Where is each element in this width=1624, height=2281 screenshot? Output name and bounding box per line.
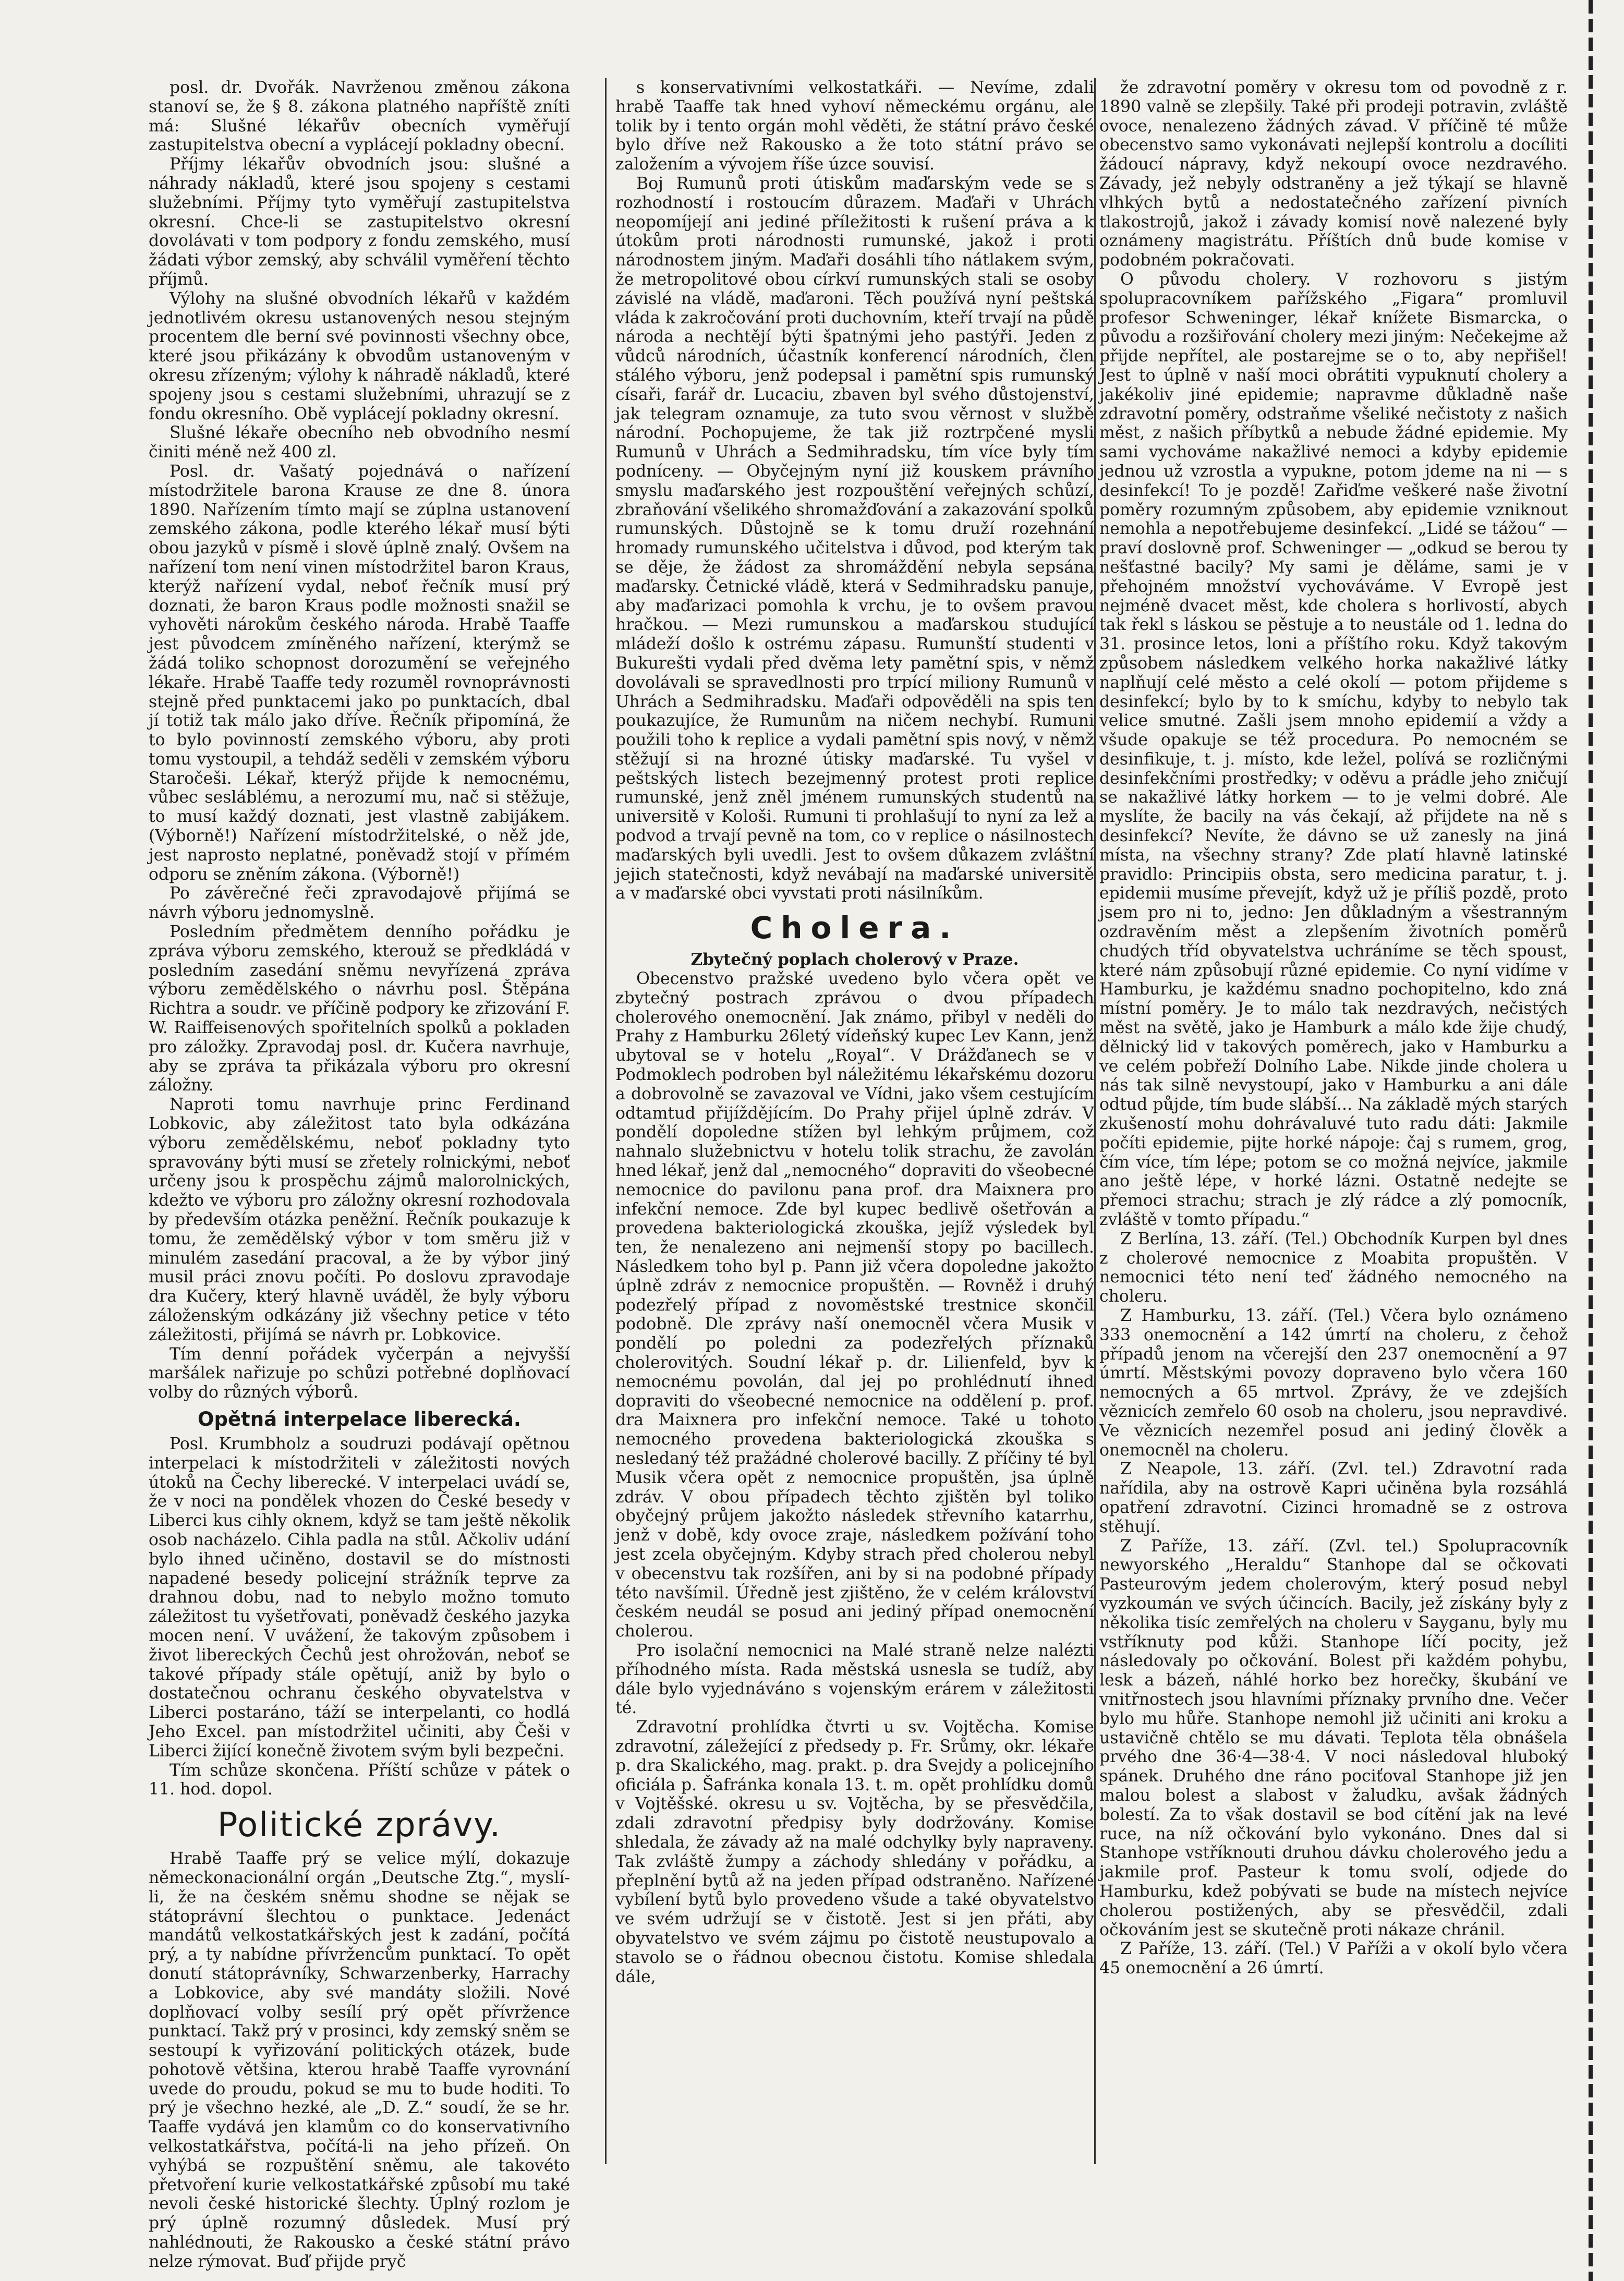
column-divider	[1094, 78, 1096, 2164]
column-1	[149, 78, 570, 2271]
article-paragraph: Pro isolační nemocnici na Malé straně nelze nalézti příhodného místa. Rada městská usnesla se tudíž, aby dále bylo vyjednáváno s vojenským erárem v záležitosti té.	[615, 1641, 1094, 1718]
article-paragraph: Obecenstvo pražské uvedeno bylo včera opět ve zbytečný postrach zprávou o dvou případech cholerového onemocnění. Jak známo, přibyl v neděli do Prahy z Hamburku 26letý vídeňský kupec Lev Kann, jenž ubytoval se v hotelu „Royal“. V Drážďanech se v Podmoklech podroben byl náležitému lékařskému dozoru a dobrovolně se zavazoval ve Vídni, jako všem cestujícím odtamtud přijíždějícím. Do Prahy přijel úplně zdráv. V pondělí dopoledne stížen byl lehkým průjmem, což nahnalo služebnictvu v hotelu tolik strachu, že zavolán hned lékař, jenž dal „nemocného“ dopraviti do všeobecné nemocnice do pavilonu pana prof. dra Maixnera pro infekční nemoce. Zde byl kupec bedlivě ošetřován a provedena bakteriologická zkouška, jejíž výsledek byl ten, že nenalezeno ani nejmenší stopy po bacillech. Následkem toho byl p. Pann již včera dopoledne jakožto úplně zdráv z nemocnice propuštěn. — Rovněž i druhý podezřelý případ z novoměstské trestnice skončil podobně. Dle zprávy naší onemocněl včera Musik v pondělí po poledni za podezřelých příznaků cholerovitých. Soudní lékař p. dr. Lilienfeld, byv k nemocnému povolán, dal jej po prohlédnutí ihned dopraviti do všeobecné nemocnice na oddělení p. prof. dra Maixnera pro infekční nemoce. Také u tohoto nemocného provedena bakteriologická zkouška s nesledaný též pražádné cholerové bacilly. Z příčiny té byl Musik včera opět z nemocnice propuštěn, jsa úplně zdráv. V obou případech těchto zjištěn byl toliko obyčejný průjem jakožto následek střevního katarrhu, jenž v době, kdy ovoce zraje, následkem požívání toho jest zcela obyčejným. Kdyby strach před cholerou nebyl v obecenstvu tak rozšířen, ani by si na podobné případy této navšímil. Úředně jest zjištěno, že v celém království českém neudál se posud ani jediný případ onemocnění cholerou.	[615, 969, 1094, 1641]
article-paragraph: že zdravotní poměry v okresu tom od povodně z r. 1890 valně se zlepšily. Také při prodeji potravin, zvláště ovoce, nenalezeno žádných závad. V příčině té může obecenstvo samo vykonávati nejlepší kontrolu a docíliti žádoucí nápravy, když nekoupí ovoce nezdravého. Závady, jež nebyly odstraněny a jež týkají se hlavně vlhkých bytů a nedostatečného zařízení pivních tlakostrojů, jakož i závady komisí nově nalezené byly oznámeny magistrátu. Příštích dnů bude komise v podobném pokračovati.	[1099, 78, 1568, 270]
article-paragraph: Boj Rumunů proti útiskům maďarským vede se s rozhodností i rostoucím důrazem. Maďaři v Uhrách neopomíjejí ani jediné příležitosti k rušení práva a k útokům proti národnosti rumunské, jakož i proti národnostem jiným. Maďaři dosáhli tího nátlakem svým, že metropolitové obou církví rumunských stali se osoby závislé na vládě, maďaroni. Těch používá nyní peštská vláda k zakročování proti duchovním, kteří trvají na půdě národa a nechtějí býti špatnými jeho pastýři. Jeden z vůdců národních, účastník konferencí národních, člen stálého výboru, jenž podepsal i pamětní spis rumunský císaři, farář dr. Lucaciu, zbaven byl svého důstojenství, jak telegram oznamuje, za tuto svou věrnost v službě národní. Pochopujeme, že tak již roztrpčené mysli Rumunů v Uhrách a Sedmihradsku, tím více byly tím podníceny. — Obyčejným nyní již kouskem právního smyslu maďarského jest rozpouštění veřejných schůzí, zbraňování všelikého shromažďování a zakazování spolků rumunských. Důstojně se k tomu druží rozehnání hromady rumunského učitelstva i důvod, pod kterým tak se děje, že žádost za shromáždění nebyla sepsána maďarsky. Četnické vládě, která v Sedmihradsku panuje, aby maďarizaci pomohla k vrchu, je to ovšem pravou hračkou. — Mezi rumunskou a maďarskou studující mládeží došlo k ostrému zápasu. Rumunští studenti v Bukurešti vydali před dvěma lety pamětní spis, v němž dovolávali se spravedlnosti pro trpící miliony Rumunů v Uhrách a Sedmihradsku. Maďaři odpověděli na spis ten poukazujíce, že Rumunům na ničem nechybí. Rumuni použili toho k replice a vydali pamětní spis nový, v němž stěžují si na hrozné útisky maďarské. Tu vyšel v peštských listech bezejmenný protest proti replice rumunské, jenž zněl jménem rumunských studentů na universitě v Kološi. Rumuni ti prohlašují to nyní za lež a podvod a trvají pevně na tom, co v replice o násilnostech maďarských byli uvedli. Jest to ovšem důkazem zvláštní jejich statečnosti, když nevábají na maďarské universitě a v maďarské obci vyvstati proti násilníkům.	[615, 174, 1094, 903]
article-paragraph: Posl. Krumbholz a soudruzi podávají opětnou interpelaci k místodržiteli v záležitosti nových útoků na Čechy liberecké. V interpelaci uvádí se, že v noci na pondělek vhozen do České besedy v Liberci kus cihly oknem, když se tam ještě několik osob nacházelo. Cihla padla na stůl. Ačkoliv udání bylo ihned učiněno, dostavil se do místnosti napadené besedy policejní strážník teprve za drahnou dobu, nad to nebylo možno tomuto záležitost tu vyšetřovati, poněvadž českého jazyka mocen není. V uvážení, že takovým způsobem i život libereckých Čechů jest ohrožován, neboť se takové případy stále opětují, aniž by bylo o dostatečnou ochranu českého obyvatelstva v Liberci postaráno, táží se interpelanti, co hodlá Jeho Excel. pan místodržitel učiniti, aby Češi v Liberci žijící konečně životem svým byli bezpečni.	[149, 1434, 570, 1761]
article-paragraph: Po závěrečné řeči zpravodajově přijímá se návrh výboru jednomyslně.	[149, 884, 570, 923]
column-2	[615, 78, 1094, 2258]
section-title: Politické zprávy.	[217, 1806, 502, 1845]
column-divider	[605, 78, 607, 2164]
article-paragraph: Zdravotní prohlídka čtvrti u sv. Vojtěcha. Komise zdravotní, záležející z předsedy p. Fr. Srůmy, okr. lékaře p. dra Skalického, mag. prakt. p. dra Svejdy a policejního oficiála p. Šafránka konala 13. t. m. opět prohlídku domů v Vojtěšské. okresu u sv. Vojtěcha, by se přesvědčila, zdali zdravotní předpisy byly dodržovány. Komise shledala, že závady až na malé odchylky byly napraveny. Tak zvláště žumpy a záchody shledány v pořádku, a přeplnění bytů až na jeden případ odstraněno. Nařízené vybílení bytů bylo provedeno všude a také obyvatelstvo ve svém udržují se v čistotě. Jest si jen přáti, aby obyvatelstvo ve svém zájmu po čistotě neustupovalo a stavolo se o řádnou obecnou čistotu. Komise shledala dále,	[615, 1718, 1094, 1986]
column-3	[1099, 78, 1568, 2258]
article-paragraph: Tím schůze skončena. Příští schůze v pátek o 11. hod. dopol.	[149, 1761, 570, 1799]
article-paragraph: Výlohy na slušné obvodních lékařů v každém jednotlivém okresu ustanovených nesou stejným procentem dle berní své povinnosti všechny obce, které jsou přikázány k obvodům ustanoveným v okresu zřízeným; výlohy k náhradě nákladů, které spojeny jsou s cestami služebními, uhrazují se z fondu okresního. Obě vyplácejí pokladny okresní.	[149, 289, 570, 423]
right-edge-rule	[1589, 0, 1593, 2281]
article-paragraph: Příjmy lékařův obvodních jsou: slušné a náhrady nákladů, které jsou spojeny s cestami služebními. Příjmy tyto vyměřují zastupitelstva okresní. Chce-li se zastupitelstvo okresní dovolávati v tom podpory z fondu zemského, musí žádati výbor zemský, aby schválil vyměření těchto příjmů.	[149, 155, 570, 289]
article-paragraph: Z Paříže, 13. září. (Zvl. tel.) Spolupracovník newyorského „Heraldu“ Stanhope dal se očkovati Pasteurovým jedem cholerovým, který posud nebyl vyzkoumán ve svých účincích. Bacily, jež získány byly z několika tisíc zemřelých na choleru v Sayganu, byly mu vstříknuty pod kůži. Stanhope líčí pocity, jež následovaly po očkování. Bolest při každém pohybu, lesk a bázeň, náhlé horko bez horečky, škubání ve vnitřnostech jsou hlavními příznaky prvního dne. Večer bylo mu hůře. Stanhope nemohl již učiniti ani kroku a ustavičně chtělo se mu dávati. Teplota těla obnášela prvého dne 36·4—38·4. V noci následoval hluboký spánek. Druhého dne ráno pociťoval Stanhope již jen malou bolest a slabost v žaludku, avšak žádných bolestí. Za to však dostavil se bod cítění jak na levé ruce, na níž očkování bylo vykonáno. Dnes dal si Stanhope vstříknouti druhou dávku cholerového jedu a jakmile prof. Pasteur k tomu svolí, odjede do Hamburku, kdež pobývati se bude na místech nejvíce cholerou postižených, aby se přesvědčil, zdali očkováním jest se skutečně proti nákaze chránil.	[1099, 1536, 1568, 1939]
section-title: Cholera.	[750, 910, 960, 946]
article-paragraph: Z Hamburku, 13. září. (Tel.) Včera bylo oznámeno 333 onemocnění a 142 úmrtí na choleru, z čehož případů jenom na včerejší den 237 onemocnění a 97 úmrtí. Městskými povozy dopraveno bylo včera 160 nemocných a 65 mrtvol. Zprávy, že ve zdejších věznicích zemřelo 60 osob na choleru, jsou nepravdivé. Ve věznicích nezemřel posud ani jediný člověk a onemocněl na choleru.	[1099, 1306, 1568, 1460]
article-paragraph: O původu cholery. V rozhovoru s jistým spolupracovníkem pařížského „Figara“ promluvil profesor Schweninger, lékař knížete Bismarcka, o původu a rozšiřování cholery mezi jiným: Nečekejme až přijde nepřítel, ale postarejme se o to, aby nepřišel! Jest to úplně v naší moci obrátiti vypuknutí cholery a jakékoliv jiné epidemie; napravme důkladně naše zdravotní poměry, odstraňme všeliké nečistoty z našich měst, z našich příbytků a nebude žádné epidemie. My sami vychováme nakažlivé nemoci a kdyby epidemie jednou už vzrostla a vypukne, potom jdeme na ni — s desinfekcí! To je pozdě! Zařiďme veškeré naše životní poměry rozumným způsobem, aby epidemie vzniknout nemohla a nepotřebujeme desinfekcí. „Lidé se tážou“ — praví doslovně prof. Schweninger — „odkud se berou ty nešťastné bacily? My sami je děláme, sami je v přehojném množství vychováváme. V Evropě jest nejméně dvacet měst, kde cholera s horlivostí, abych tak řekl s láskou se pěstuje a to neustále od 1. ledna do 31. prosince letos, loni a příštího roku. Když takovým způsobem následkem velkého horka nakažlivé látky naplňují celé město a celé okolí — potom přijdeme s desinfekcí; bylo by to k smíchu, kdyby to nebylo tak velice smutné. Zašli jsem mnoho epidemií a vždy a všude opakuje se též procedura. Po nemocném se desinfikuje, t. j. místo, kde ležel, polívá se rozličnými desinfekčními prostředky; v oděvu a prádle jeho zničují se nakažlivé látky horkem — to je velmi dobré. Ale myslíte, že bacily na vás čekají, až přijdete na ně s desinfekcí? Nevíte, že dávno se už zanesly na jiná místa, na všechny strany? Zde platí hlavně latinské pravidlo: Principiis obsta, sero medicina paratur, t. j. epidemii musíme převejít, když už je příliš pozdě, proto jsem pro ni to, jedno: Jen důkladným a všestranným ozdravěním měst a zlepšením životních poměrů chudých tříd obyvatelstva uchráníme se těch spoust, které nám způsobují různé epidemie. Co nyní vidíme v Hamburku, je každému snadno pochopitelno, kdo zná místní poměry. Je to málo tak nezdravých, nečistých měst na světě, jako je Hamburk a málo kde žije chudý, dělnický lid v takových poměrech, jako v Hamburku a ve celém pobřeží Dolního Labe. Nikde jinde cholera u nás tak silně nevystoupí, jako v Hamburku a ani dále odtud půjde, tím bude slábší... Na základě mých starých zkušeností mohu dohrávaluvé tuto radu dáti: Jakmile počíti epidemie, pijte horké nápoje: čaj s rumem, grog, čím více, tím lépe; potom se co možná nejvíce, jakmile ano ještě lépe, v horké lázni. Ostatně nedejte se přemoci strachu; strach je zlý rádce a zlý pomocník, zvláště v tomto případu.“	[1099, 270, 1568, 1230]
subheading: Zbytečný poplach cholerový v Praze.	[690, 950, 1019, 969]
article-paragraph: s konservativními velkostatkáři. — Nevíme, zdali hrabě Taaffe tak hned vyhoví německému orgánu, ale tolik by i tento orgán mohl věděti, že státní právo české bylo dříve než Rakousko a že toto státní právo se založením a vývojem říše úzce souvisí.	[615, 78, 1094, 174]
article-paragraph: Z Paříže, 13. září. (Tel.) V Paříži a v okolí bylo včera 45 onemocnění a 26 úmrtí.	[1099, 1939, 1568, 1978]
article-paragraph: Posl. dr. Vašatý pojednává o nařízení místodržitele barona Krause ze dne 8. února 1890. Nařízením tímto mají se zúplna ustanovení zemského zákona, podle kterého lékař musí býti obou jazyků v písmě i slově úplně znalý. Ovšem na nařízení tom není vinen místodržitel baron Kraus, kterýž nařízení vydal, neboť řečník musí prý doznati, že baron Kraus podle možnosti snažil se vyhověti nárokům českého národa. Hrabě Taaffe jest původcem zmíněného nařízení, kterýmž se žádá toliko schopnost dorozumění se veřejného lékaře. Hrabě Taaffe tedy rozuměl rovnoprávnosti stejně před punktacemi jako po punktacích, dbal jí totiž tak málo jako dříve. Řečník připomíná, že to bylo povinností zemského výboru, aby proti tomu vystoupil, a tehdáž seděli v zemském výboru Staročeši. Lékař, kterýž přijde k nemocnému, vůbec sesláblému, a nerozumí mu, nač si stěžuje, to musí každý doznati, jest vlastně zabijákem. (Výborně!) Nařízení místodržitelské, o něž jde, jest naprosto neplatné, poněvadž stojí v přímém odporu se zněním zákona. (Výborně!)	[149, 462, 570, 884]
article-paragraph: Slušné lékaře obecního neb obvodního nesmí činiti méně než 400 zl.	[149, 423, 570, 462]
section-heading: Opětná interpelace liberecká.	[198, 1408, 521, 1430]
article-paragraph: Tím denní pořádek vyčerpán a nejvyšší maršálek nařizuje po schůzi potřebné doplňovací volby do různých výborů.	[149, 1344, 570, 1402]
article-paragraph: Posledním předmětem denního pořádku je zpráva výboru zemského, kterouž se předkládá v posledním zasedání sněmu nevyřízená zpráva výboru zemědělského o návrhu posl. Štěpána Richtra a soudr. ve příčině podpory ke zřizování F. W. Raiffeisenových spořitelních spolků a pokladen pro záložky. Zpravodaj posl. dr. Kučera navrhuje, aby se zpráva ta přikázala výboru pro okresní záložny.	[149, 923, 570, 1095]
article-paragraph: Hrabě Taaffe prý se velice mýlí, dokazuje německonacionální orgán „Deutsche Ztg.“, myslí-li, že na českém sněmu shodne se nějak se státoprávní šlechtou o punktace. Jedenáct mandátů velkostatkářských jest k zadání, počítá prý, a ty nabídne přívržencům punktací. To opět donutí státoprávníky, Schwarzenberky, Harrachy a Lobkovice, aby své mandáty složili. Nové doplňovací volby sesílí prý opět přívržence punktací. Takž prý v prosinci, kdy zemský sněm se sestoupí k vyřizování politických otázek, bude pohotově většina, kterou hrabě Taaffe vyrovnání uvede do proudu, pokud se mu to bude hoditi. To prý je všechno hezké, ale „D. Z.“ soudí, že se hr. Taaffe vydává jen klamům co do konservativního velkostatkářstva, počítá-li na jeho přízeň. On vyhýbá se rozpuštění sněmu, ale takovéto přetvoření kurie velkostatkářské způsobí mu také nevoli české historické šlechty. Úplný rozlom je prý úplně rozumný důsledek. Musí prý nahlédnouti, že Rakousko a české státní právo nelze rýmovat. Buď přijde pryč	[149, 1849, 570, 2271]
article-paragraph: Z Berlína, 13. září. (Tel.) Obchodník Kurpen byl dnes z cholerové nemocnice z Moabita propuštěn. V nemocnici této není teď žádného nemocného na choleru.	[1099, 1229, 1568, 1306]
article-paragraph: posl. dr. Dvořák. Navrženou změnou zákona stanoví se, že § 8. zákona platného napříště zníti má: Slušné lékařův obecních vyměřují zastupitelstva obecní a vyplácejí pokladny obecní.	[149, 78, 570, 155]
article-paragraph: Z Neapole, 13. září. (Zvl. tel.) Zdravotní rada nařídila, aby na ostrově Kapri učiněna byla rozsáhlá opatření zdravotní. Cizinci hromadně se z ostrova stěhují.	[1099, 1460, 1568, 1536]
article-paragraph: Naproti tomu navrhuje princ Ferdinand Lobkovic, aby záležitost tato byla odkázána výboru zemědělskému, neboť pokladny tyto spravovány býti musí se zřetely rolnickými, neboť určeny jsou k prospěchu zájmů malorolnických, kdežto ve výboru pro záložny okresní rozhodovala by především otázka peněžní. Řečník poukazuje k tomu, že zemědělský výbor v tom směru již v minulém zasedání pracoval, a že by výbor jiný musil práci znovu počíti. Po doslovu zpravodaje dra Kučery, který hlavně uváděl, že byly výboru záloženským odkázány již všechny petice v této záležitosti, přijímá se návrh pr. Lobkovice.	[149, 1095, 570, 1344]
